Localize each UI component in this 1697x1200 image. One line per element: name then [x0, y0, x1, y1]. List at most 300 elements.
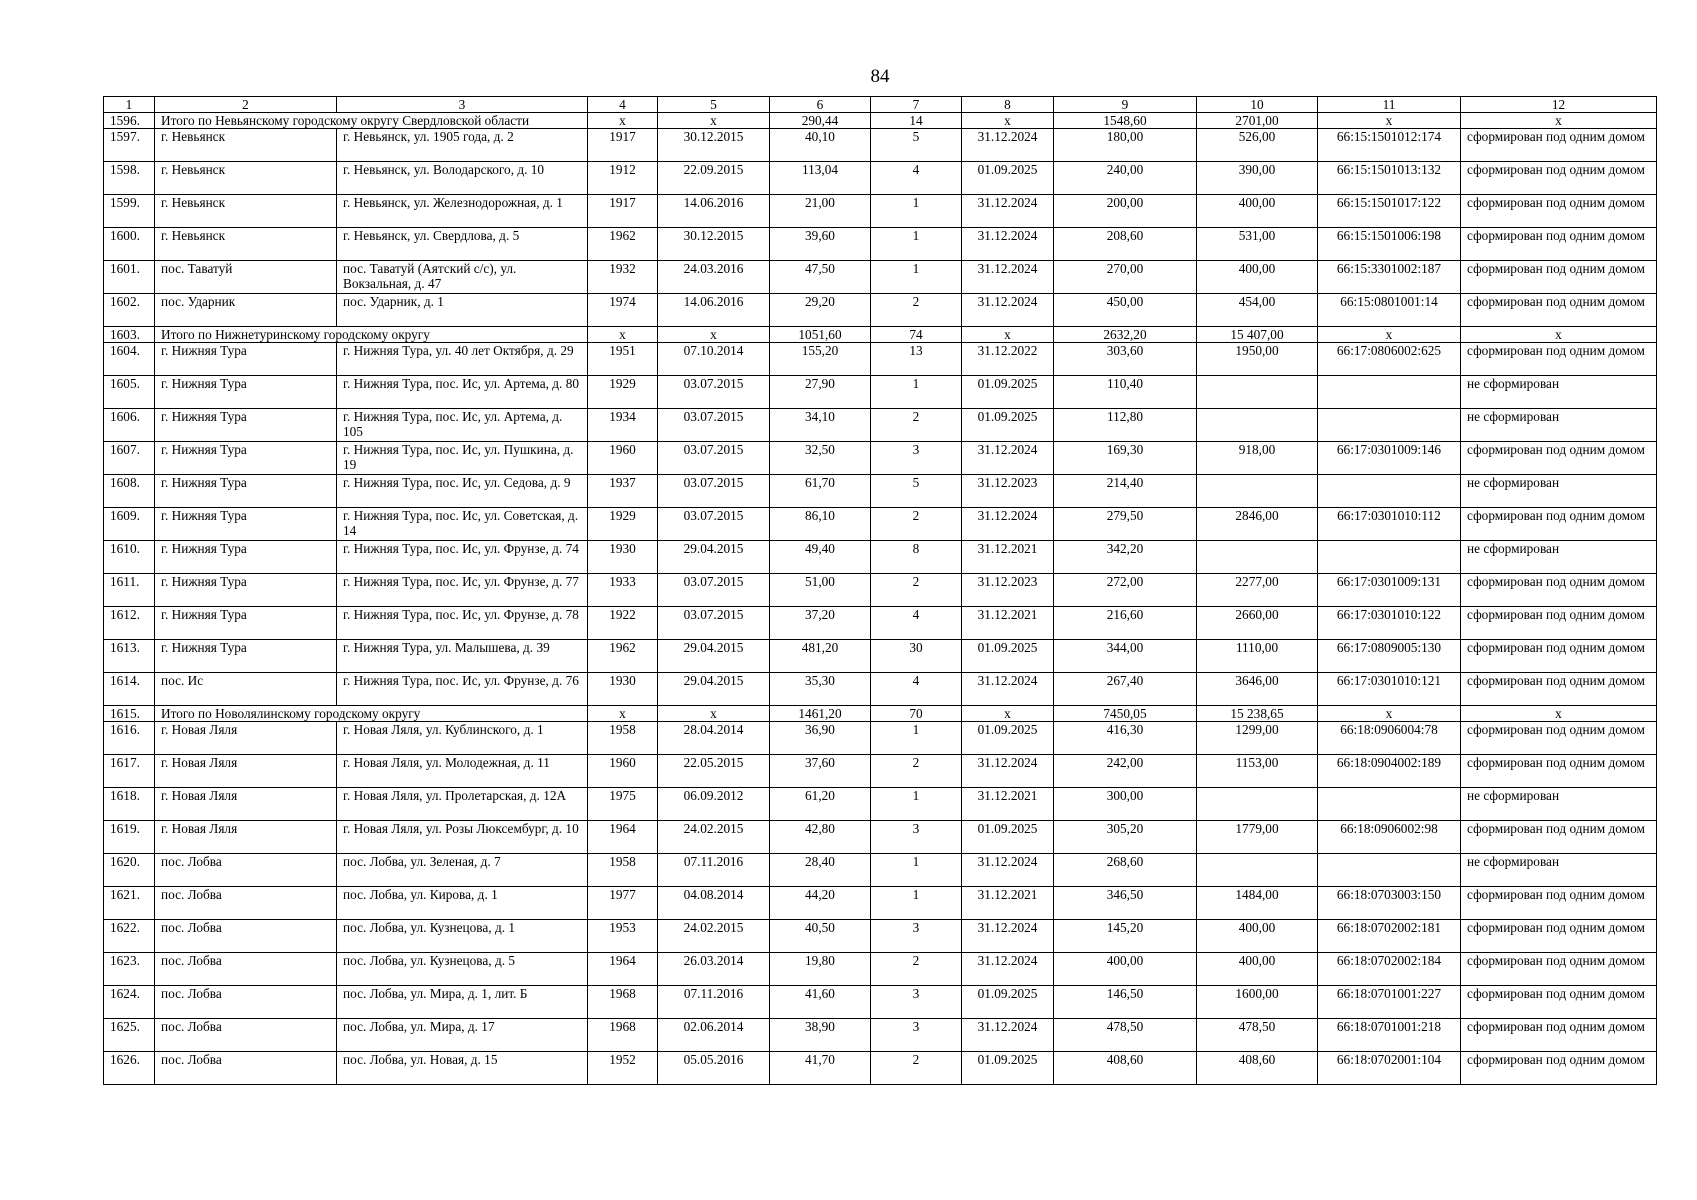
settlement-cell: г. Новая Ляля: [155, 722, 337, 755]
residents-cell: 1: [871, 261, 962, 294]
land-area-cell: 15 238,65: [1197, 706, 1318, 722]
area-cell: 41,70: [770, 1052, 871, 1085]
table-row: [104, 920, 1657, 953]
total-row: [104, 113, 1657, 129]
settlement-cell: г. Нижняя Тура: [155, 640, 337, 673]
land-area-cell: 400,00: [1197, 953, 1318, 986]
address-cell: пос. Лобва, ул. Зеленая, д. 7: [337, 854, 588, 887]
table-row: [104, 228, 1657, 261]
date-cell: 24.02.2015: [658, 821, 770, 854]
date-cell: 05.05.2016: [658, 1052, 770, 1085]
area-cell: 34,10: [770, 409, 871, 442]
cadastral-number-cell: 66:18:0906002:98: [1318, 821, 1461, 854]
area-cell: 44,20: [770, 887, 871, 920]
cadastral-number-cell: х: [1318, 327, 1461, 343]
deadline-cell: 31.12.2024: [962, 953, 1054, 986]
row-number: 1602.: [104, 294, 155, 327]
table-row: [104, 574, 1657, 607]
table-row: [104, 442, 1657, 475]
column-header: 4: [588, 97, 658, 113]
table-row: [104, 788, 1657, 821]
total-label: Итого по Нижнетуринскому городскому округу: [155, 327, 588, 343]
value-cell: 2632,20: [1054, 327, 1197, 343]
land-area-cell: 1484,00: [1197, 887, 1318, 920]
cadastral-number-cell: 66:18:0702002:184: [1318, 953, 1461, 986]
residents-cell: 8: [871, 541, 962, 574]
table-row: [104, 475, 1657, 508]
year-cell: 1968: [588, 1019, 658, 1052]
date-cell: 07.11.2016: [658, 986, 770, 1019]
land-area-cell: 1299,00: [1197, 722, 1318, 755]
residents-cell: 1: [871, 854, 962, 887]
residents-cell: 2: [871, 508, 962, 541]
year-cell: 1977: [588, 887, 658, 920]
settlement-cell: г. Нижняя Тура: [155, 574, 337, 607]
settlement-cell: пос. Лобва: [155, 1052, 337, 1085]
deadline-cell: 01.09.2025: [962, 409, 1054, 442]
settlement-cell: г. Невьянск: [155, 129, 337, 162]
deadline-cell: 31.12.2024: [962, 673, 1054, 706]
address-cell: г. Новая Ляля, ул. Пролетарская, д. 12А: [337, 788, 588, 821]
row-number: 1615.: [104, 706, 155, 722]
area-cell: 86,10: [770, 508, 871, 541]
cadastral-number-cell: 66:18:0906004:78: [1318, 722, 1461, 755]
date-cell: 29.04.2015: [658, 673, 770, 706]
land-area-cell: 400,00: [1197, 195, 1318, 228]
date-cell: 03.07.2015: [658, 574, 770, 607]
value-cell: 208,60: [1054, 228, 1197, 261]
area-cell: 47,50: [770, 261, 871, 294]
settlement-cell: г. Невьянск: [155, 162, 337, 195]
deadline-cell: 01.09.2025: [962, 986, 1054, 1019]
cadastral-number-cell: 66:18:0702001:104: [1318, 1052, 1461, 1085]
column-header: 8: [962, 97, 1054, 113]
cadastral-number-cell: [1318, 788, 1461, 821]
status-cell: не сформирован: [1461, 541, 1657, 574]
land-area-cell: 3646,00: [1197, 673, 1318, 706]
land-area-cell: [1197, 788, 1318, 821]
cadastral-number-cell: х: [1318, 706, 1461, 722]
status-cell: сформирован под одним домом: [1461, 640, 1657, 673]
status-cell: сформирован под одним домом: [1461, 1052, 1657, 1085]
area-cell: 1051,60: [770, 327, 871, 343]
land-area-cell: 2660,00: [1197, 607, 1318, 640]
status-cell: х: [1461, 113, 1657, 129]
row-number: 1607.: [104, 442, 155, 475]
column-header: 10: [1197, 97, 1318, 113]
year-cell: 1930: [588, 541, 658, 574]
cadastral-number-cell: 66:15:1501017:122: [1318, 195, 1461, 228]
table-row: [104, 1052, 1657, 1085]
land-area-cell: [1197, 475, 1318, 508]
cadastral-number-cell: [1318, 475, 1461, 508]
area-cell: 39,60: [770, 228, 871, 261]
cadastral-number-cell: 66:15:1501013:132: [1318, 162, 1461, 195]
land-area-cell: 1950,00: [1197, 343, 1318, 376]
settlement-cell: г. Новая Ляля: [155, 821, 337, 854]
row-number: 1600.: [104, 228, 155, 261]
deadline-cell: 31.12.2024: [962, 442, 1054, 475]
residents-cell: 30: [871, 640, 962, 673]
date-cell: х: [658, 327, 770, 343]
land-area-cell: 2277,00: [1197, 574, 1318, 607]
row-number: 1609.: [104, 508, 155, 541]
value-cell: 478,50: [1054, 1019, 1197, 1052]
settlement-cell: пос. Лобва: [155, 986, 337, 1019]
settlement-cell: пос. Лобва: [155, 887, 337, 920]
table-row: [104, 821, 1657, 854]
cadastral-number-cell: 66:17:0809005:130: [1318, 640, 1461, 673]
table-row: [104, 854, 1657, 887]
status-cell: сформирован под одним домом: [1461, 607, 1657, 640]
date-cell: 24.02.2015: [658, 920, 770, 953]
settlement-cell: пос. Лобва: [155, 953, 337, 986]
cadastral-number-cell: 66:18:0904002:189: [1318, 755, 1461, 788]
table-row: [104, 195, 1657, 228]
date-cell: 29.04.2015: [658, 541, 770, 574]
value-cell: 416,30: [1054, 722, 1197, 755]
cadastral-number-cell: 66:15:1501012:174: [1318, 129, 1461, 162]
area-cell: 36,90: [770, 722, 871, 755]
deadline-cell: 01.09.2025: [962, 376, 1054, 409]
address-cell: г. Нижняя Тура, пос. Ис, ул. Фрунзе, д. 78: [337, 607, 588, 640]
residents-cell: 14: [871, 113, 962, 129]
area-cell: 37,60: [770, 755, 871, 788]
residents-cell: 3: [871, 986, 962, 1019]
land-area-cell: 2701,00: [1197, 113, 1318, 129]
status-cell: сформирован под одним домом: [1461, 129, 1657, 162]
address-cell: г. Новая Ляля, ул. Молодежная, д. 11: [337, 755, 588, 788]
row-number: 1597.: [104, 129, 155, 162]
date-cell: х: [658, 706, 770, 722]
address-cell: г. Нижняя Тура, пос. Ис, ул. Советская, д. 14: [337, 508, 588, 541]
residents-cell: 3: [871, 920, 962, 953]
residents-cell: 2: [871, 294, 962, 327]
area-cell: 38,90: [770, 1019, 871, 1052]
year-cell: х: [588, 113, 658, 129]
year-cell: 1934: [588, 409, 658, 442]
status-cell: сформирован под одним домом: [1461, 755, 1657, 788]
residents-cell: 4: [871, 607, 962, 640]
deadline-cell: х: [962, 706, 1054, 722]
year-cell: 1917: [588, 129, 658, 162]
land-area-cell: 1110,00: [1197, 640, 1318, 673]
table-row: [104, 953, 1657, 986]
table-row: [104, 1019, 1657, 1052]
status-cell: не сформирован: [1461, 376, 1657, 409]
date-cell: 03.07.2015: [658, 607, 770, 640]
value-cell: 267,40: [1054, 673, 1197, 706]
total-row: [104, 706, 1657, 722]
deadline-cell: 01.09.2025: [962, 1052, 1054, 1085]
settlement-cell: г. Невьянск: [155, 195, 337, 228]
residents-cell: 2: [871, 409, 962, 442]
date-cell: 03.07.2015: [658, 508, 770, 541]
status-cell: сформирован под одним домом: [1461, 953, 1657, 986]
value-cell: 272,00: [1054, 574, 1197, 607]
settlement-cell: г. Нижняя Тура: [155, 409, 337, 442]
status-cell: х: [1461, 327, 1657, 343]
address-cell: г. Невьянск, ул. Железнодорожная, д. 1: [337, 195, 588, 228]
row-number: 1610.: [104, 541, 155, 574]
date-cell: 30.12.2015: [658, 228, 770, 261]
row-number: 1621.: [104, 887, 155, 920]
year-cell: 1960: [588, 442, 658, 475]
address-cell: г. Новая Ляля, ул. Розы Люксембург, д. 10: [337, 821, 588, 854]
year-cell: 1922: [588, 607, 658, 640]
date-cell: 22.09.2015: [658, 162, 770, 195]
status-cell: сформирован под одним домом: [1461, 887, 1657, 920]
residents-cell: 5: [871, 475, 962, 508]
area-cell: 32,50: [770, 442, 871, 475]
status-cell: не сформирован: [1461, 854, 1657, 887]
settlement-cell: пос. Ис: [155, 673, 337, 706]
deadline-cell: 31.12.2021: [962, 541, 1054, 574]
year-cell: 1917: [588, 195, 658, 228]
row-number: 1605.: [104, 376, 155, 409]
date-cell: 04.08.2014: [658, 887, 770, 920]
settlement-cell: пос. Лобва: [155, 920, 337, 953]
year-cell: 1953: [588, 920, 658, 953]
status-cell: сформирован под одним домом: [1461, 920, 1657, 953]
cadastral-number-cell: 66:18:0703003:150: [1318, 887, 1461, 920]
table-row: [104, 162, 1657, 195]
residents-cell: 13: [871, 343, 962, 376]
value-cell: 145,20: [1054, 920, 1197, 953]
residents-cell: 5: [871, 129, 962, 162]
residents-cell: 4: [871, 673, 962, 706]
status-cell: сформирован под одним домом: [1461, 821, 1657, 854]
address-cell: г. Невьянск, ул. 1905 года, д. 2: [337, 129, 588, 162]
cadastral-number-cell: 66:17:0301010:122: [1318, 607, 1461, 640]
deadline-cell: 01.09.2025: [962, 640, 1054, 673]
value-cell: 268,60: [1054, 854, 1197, 887]
area-cell: 40,50: [770, 920, 871, 953]
row-number: 1620.: [104, 854, 155, 887]
address-cell: пос. Лобва, ул. Кузнецова, д. 1: [337, 920, 588, 953]
year-cell: 1964: [588, 953, 658, 986]
date-cell: 03.07.2015: [658, 475, 770, 508]
area-cell: 1461,20: [770, 706, 871, 722]
cadastral-number-cell: 66:18:0702002:181: [1318, 920, 1461, 953]
row-number: 1619.: [104, 821, 155, 854]
cadastral-number-cell: [1318, 541, 1461, 574]
table-body: [104, 113, 1657, 1085]
date-cell: 24.03.2016: [658, 261, 770, 294]
date-cell: 29.04.2015: [658, 640, 770, 673]
status-cell: сформирован под одним домом: [1461, 162, 1657, 195]
table-row: [104, 640, 1657, 673]
date-cell: 28.04.2014: [658, 722, 770, 755]
address-cell: г. Нижняя Тура, ул. Малышева, д. 39: [337, 640, 588, 673]
land-area-cell: 531,00: [1197, 228, 1318, 261]
land-area-cell: [1197, 854, 1318, 887]
year-cell: х: [588, 706, 658, 722]
area-cell: 49,40: [770, 541, 871, 574]
status-cell: х: [1461, 706, 1657, 722]
residents-cell: 1: [871, 887, 962, 920]
address-cell: г. Нижняя Тура, пос. Ис, ул. Седова, д. 9: [337, 475, 588, 508]
row-number: 1624.: [104, 986, 155, 1019]
cadastral-number-cell: [1318, 409, 1461, 442]
row-number: 1616.: [104, 722, 155, 755]
table-row: [104, 343, 1657, 376]
table-row: [104, 129, 1657, 162]
column-header: 9: [1054, 97, 1197, 113]
address-cell: г. Нижняя Тура, пос. Ис, ул. Фрунзе, д. 77: [337, 574, 588, 607]
land-area-cell: 408,60: [1197, 1052, 1318, 1085]
cadastral-number-cell: 66:18:0701001:218: [1318, 1019, 1461, 1052]
deadline-cell: 31.12.2021: [962, 607, 1054, 640]
deadline-cell: х: [962, 113, 1054, 129]
value-cell: 200,00: [1054, 195, 1197, 228]
table-row: [104, 673, 1657, 706]
value-cell: 450,00: [1054, 294, 1197, 327]
row-number: 1603.: [104, 327, 155, 343]
land-area-cell: 478,50: [1197, 1019, 1318, 1052]
value-cell: 1548,60: [1054, 113, 1197, 129]
deadline-cell: 31.12.2024: [962, 508, 1054, 541]
row-number: 1614.: [104, 673, 155, 706]
deadline-cell: 31.12.2021: [962, 788, 1054, 821]
column-header: 12: [1461, 97, 1657, 113]
date-cell: 06.09.2012: [658, 788, 770, 821]
status-cell: сформирован под одним домом: [1461, 195, 1657, 228]
status-cell: сформирован под одним домом: [1461, 508, 1657, 541]
deadline-cell: 31.12.2024: [962, 920, 1054, 953]
residents-cell: 1: [871, 788, 962, 821]
year-cell: 1968: [588, 986, 658, 1019]
status-cell: сформирован под одним домом: [1461, 574, 1657, 607]
row-number: 1626.: [104, 1052, 155, 1085]
value-cell: 242,00: [1054, 755, 1197, 788]
address-cell: г. Новая Ляля, ул. Кублинского, д. 1: [337, 722, 588, 755]
status-cell: не сформирован: [1461, 409, 1657, 442]
value-cell: 110,40: [1054, 376, 1197, 409]
cadastral-number-cell: [1318, 854, 1461, 887]
date-cell: 14.06.2016: [658, 294, 770, 327]
year-cell: 1962: [588, 228, 658, 261]
area-cell: 51,00: [770, 574, 871, 607]
year-cell: 1932: [588, 261, 658, 294]
value-cell: 344,00: [1054, 640, 1197, 673]
status-cell: сформирован под одним домом: [1461, 673, 1657, 706]
date-cell: 03.07.2015: [658, 442, 770, 475]
cadastral-number-cell: 66:15:3301002:187: [1318, 261, 1461, 294]
value-cell: 169,30: [1054, 442, 1197, 475]
residents-cell: 4: [871, 162, 962, 195]
cadastral-number-cell: 66:17:0301009:146: [1318, 442, 1461, 475]
table-row: [104, 294, 1657, 327]
address-cell: г. Нижняя Тура, пос. Ис, ул. Фрунзе, д. 74: [337, 541, 588, 574]
table-row: [104, 541, 1657, 574]
deadline-cell: 31.12.2024: [962, 228, 1054, 261]
address-cell: пос. Лобва, ул. Мира, д. 17: [337, 1019, 588, 1052]
column-header: 1: [104, 97, 155, 113]
year-cell: 1929: [588, 376, 658, 409]
table-row: [104, 986, 1657, 1019]
date-cell: 14.06.2016: [658, 195, 770, 228]
table-row: [104, 887, 1657, 920]
residents-cell: 2: [871, 755, 962, 788]
value-cell: 146,50: [1054, 986, 1197, 1019]
status-cell: сформирован под одним домом: [1461, 1019, 1657, 1052]
residents-cell: 3: [871, 821, 962, 854]
status-cell: сформирован под одним домом: [1461, 294, 1657, 327]
residents-cell: 2: [871, 574, 962, 607]
deadline-cell: 31.12.2021: [962, 887, 1054, 920]
deadline-cell: 01.09.2025: [962, 722, 1054, 755]
value-cell: 112,80: [1054, 409, 1197, 442]
address-cell: пос. Лобва, ул. Мира, д. 1, лит. Б: [337, 986, 588, 1019]
row-number: 1606.: [104, 409, 155, 442]
year-cell: 1937: [588, 475, 658, 508]
cadastral-number-cell: 66:18:0701001:227: [1318, 986, 1461, 1019]
value-cell: 342,20: [1054, 541, 1197, 574]
table-row: [104, 755, 1657, 788]
deadline-cell: 31.12.2024: [962, 261, 1054, 294]
year-cell: 1975: [588, 788, 658, 821]
row-number: 1608.: [104, 475, 155, 508]
settlement-cell: г. Нижняя Тура: [155, 607, 337, 640]
column-header: 2: [155, 97, 337, 113]
residents-cell: 3: [871, 1019, 962, 1052]
date-cell: х: [658, 113, 770, 129]
date-cell: 02.06.2014: [658, 1019, 770, 1052]
status-cell: не сформирован: [1461, 475, 1657, 508]
land-area-cell: 15 407,00: [1197, 327, 1318, 343]
column-header: 11: [1318, 97, 1461, 113]
area-cell: 21,00: [770, 195, 871, 228]
column-header: 3: [337, 97, 588, 113]
status-cell: сформирован под одним домом: [1461, 228, 1657, 261]
settlement-cell: г. Нижняя Тура: [155, 508, 337, 541]
value-cell: 400,00: [1054, 953, 1197, 986]
value-cell: 346,50: [1054, 887, 1197, 920]
table-row: [104, 409, 1657, 442]
residents-cell: 2: [871, 953, 962, 986]
date-cell: 07.10.2014: [658, 343, 770, 376]
residents-cell: 1: [871, 722, 962, 755]
row-number: 1613.: [104, 640, 155, 673]
residents-cell: 1: [871, 195, 962, 228]
residents-cell: 1: [871, 228, 962, 261]
total-label: Итого по Невьянскому городскому округу Свердловской области: [155, 113, 588, 129]
value-cell: 7450,05: [1054, 706, 1197, 722]
land-area-cell: 400,00: [1197, 920, 1318, 953]
land-area-cell: 400,00: [1197, 261, 1318, 294]
year-cell: 1929: [588, 508, 658, 541]
status-cell: сформирован под одним домом: [1461, 261, 1657, 294]
date-cell: 03.07.2015: [658, 409, 770, 442]
cadastral-number-cell: 66:17:0301009:131: [1318, 574, 1461, 607]
year-cell: 1974: [588, 294, 658, 327]
deadline-cell: х: [962, 327, 1054, 343]
settlement-cell: г. Нижняя Тура: [155, 442, 337, 475]
year-cell: 1964: [588, 821, 658, 854]
value-cell: 303,60: [1054, 343, 1197, 376]
area-cell: 61,70: [770, 475, 871, 508]
cadastral-number-cell: 66:17:0301010:112: [1318, 508, 1461, 541]
deadline-cell: 31.12.2022: [962, 343, 1054, 376]
deadline-cell: 01.09.2025: [962, 821, 1054, 854]
year-cell: 1958: [588, 854, 658, 887]
cadastral-number-cell: 66:17:0806002:625: [1318, 343, 1461, 376]
land-area-cell: 390,00: [1197, 162, 1318, 195]
date-cell: 30.12.2015: [658, 129, 770, 162]
status-cell: не сформирован: [1461, 788, 1657, 821]
area-cell: 155,20: [770, 343, 871, 376]
